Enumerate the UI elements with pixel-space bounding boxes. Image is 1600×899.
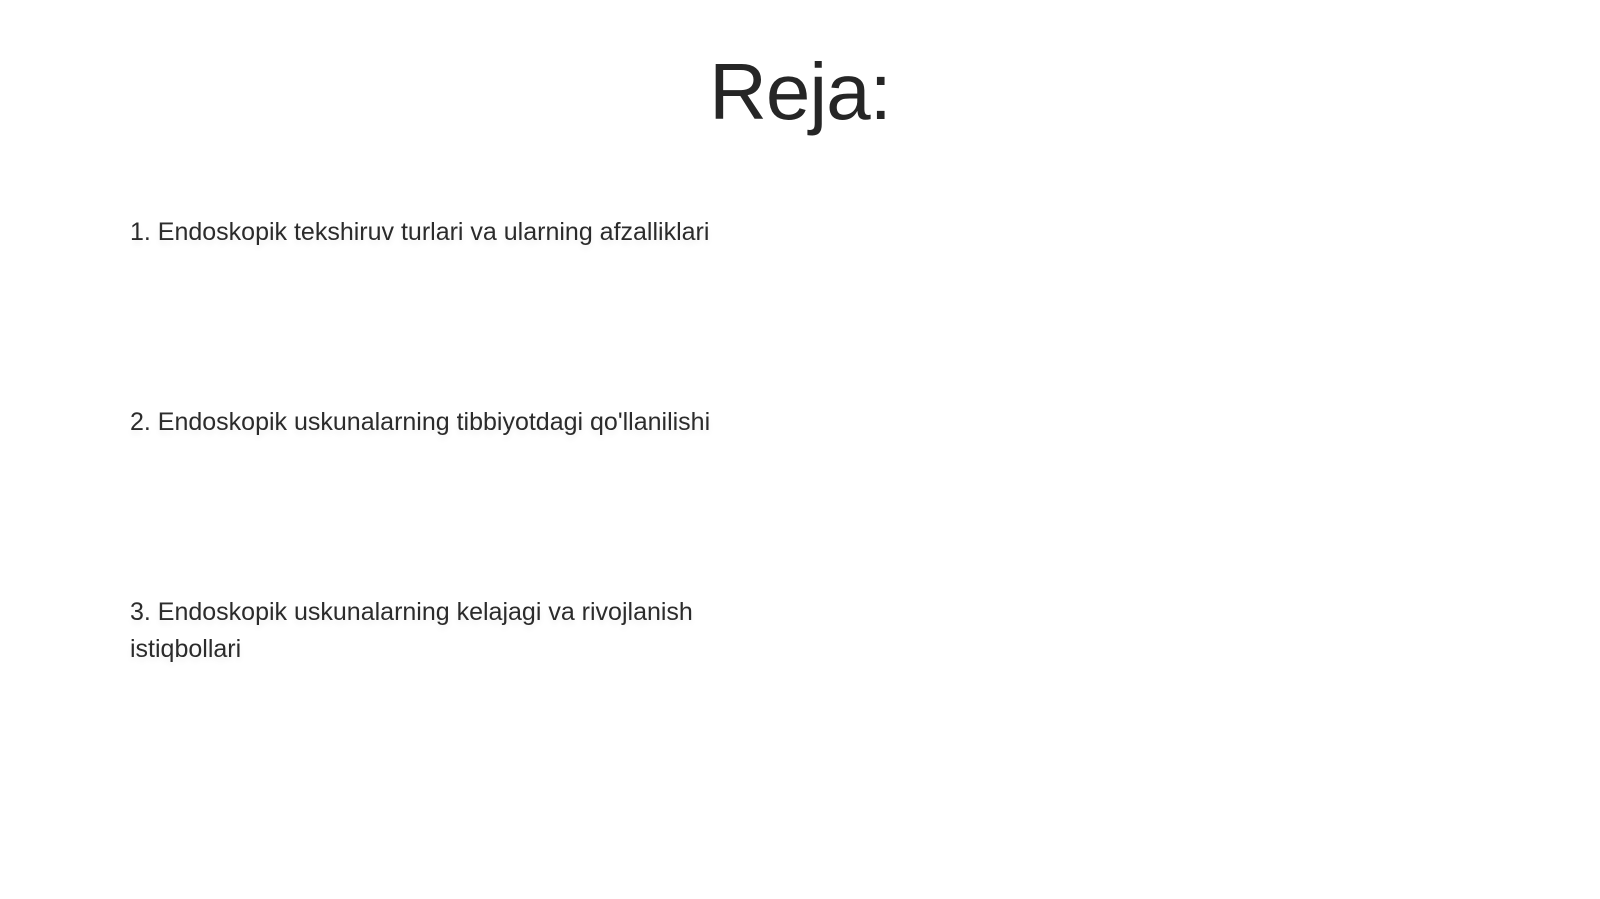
plan-item-3: 3. Endoskopik uskunalarning kelajagi va rivojlanish istiqbollari bbox=[130, 598, 693, 663]
slide-title: Reja: bbox=[709, 47, 891, 136]
plan-item-2: 2. Endoskopik uskunalarning tibbiyotdagi qo'llanilishi bbox=[130, 408, 711, 436]
plan-item-1: 1. Endoskopik tekshiruv turlari va ularning afzalliklari bbox=[130, 218, 710, 246]
